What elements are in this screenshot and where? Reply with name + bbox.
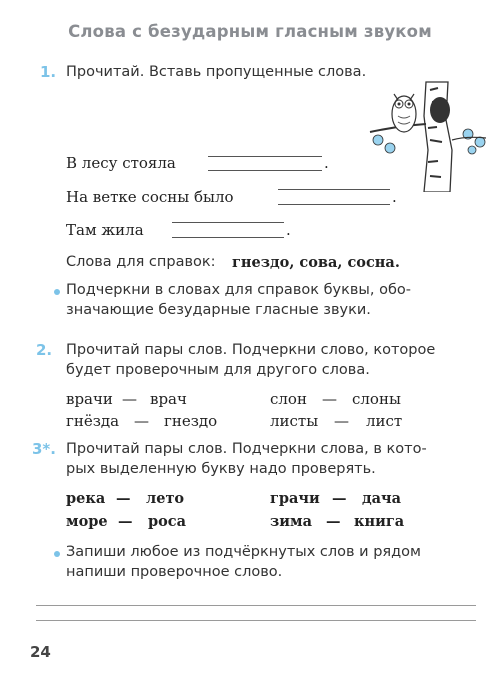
pair-word: грачи [270,490,320,507]
pair-dash: — [122,390,137,408]
exercise-3-number: 3*. [32,440,56,458]
pair-word: лето [146,490,185,507]
sentence-1: В лесу стояла [66,154,176,172]
answer-line-1a [208,156,322,157]
ex3-instruction-line-1: Прочитай пары слов. Подчеркни слова, в кото- [66,441,427,457]
pair-word: река [66,490,106,507]
ex2-instruction-line-2: будет проверочным для другого слова. [66,362,370,378]
exercise-1-instruction: Прочитай. Вставь пропущенные слова. [66,64,367,80]
pair-word: листы [270,412,319,430]
writing-line-1 [36,605,476,606]
ex3-instruction-line-2: рых выделенную букву надо проверять. [66,461,376,477]
pair-dash: — [322,390,337,408]
bullet-icon [54,551,60,557]
period-3: . [286,221,291,239]
sentence-3: Там жила [66,221,144,239]
pair-word: гнёзда [66,412,120,430]
ex3-task-line-2: напиши проверочное слово. [66,564,283,580]
ex3-task-line-1: Запиши любое из подчёркнутых слов и рядом [66,544,421,560]
period-2: . [392,188,397,206]
pair-word: роса [148,513,187,530]
ex1-task-line-2: значающие безударные гласные звуки. [66,302,371,318]
pair-word: море [66,513,108,530]
pair-dash: — [118,513,133,530]
pair-word: книга [354,513,405,530]
writing-line-2 [36,620,476,621]
pair-word: зима [270,513,312,530]
reference-label: Слова для справок: [66,254,216,270]
pair-dash: — [334,412,349,430]
bullet-icon [54,289,60,295]
pair-word: лист [366,412,403,430]
pair-word: слоны [352,390,401,408]
period-1: . [324,154,329,172]
pair-dash: — [332,490,347,507]
sentence-2: На ветке сосны было [66,188,234,206]
page-title: Слова с безударным гласным звуком [68,22,432,41]
answer-line-3a [172,222,284,223]
ex2-instruction-line-1: Прочитай пары слов. Подчеркни слово, которое [66,342,436,358]
pair-word: гнездо [164,412,218,430]
pair-word: врачи [66,390,113,408]
pair-word: дача [362,490,402,507]
answer-line-2b [278,204,390,205]
page-number: 24 [30,643,51,661]
pair-dash: — [134,412,149,430]
owl-on-birch-illustration [368,80,492,192]
exercise-2-number: 2. [36,341,53,359]
exercise-1-number: 1. [40,63,57,81]
answer-line-2a [278,189,390,190]
ex1-task-line-1: Подчеркни в словах для справок буквы, обо- [66,282,412,298]
reference-words: гнездо, сова, сосна. [232,254,400,271]
answer-line-3b [172,237,284,238]
pair-dash: — [326,513,341,530]
pair-word: слон [270,390,307,408]
pair-word: врач [150,390,187,408]
answer-line-1b [208,170,322,171]
pair-dash: — [116,490,131,507]
